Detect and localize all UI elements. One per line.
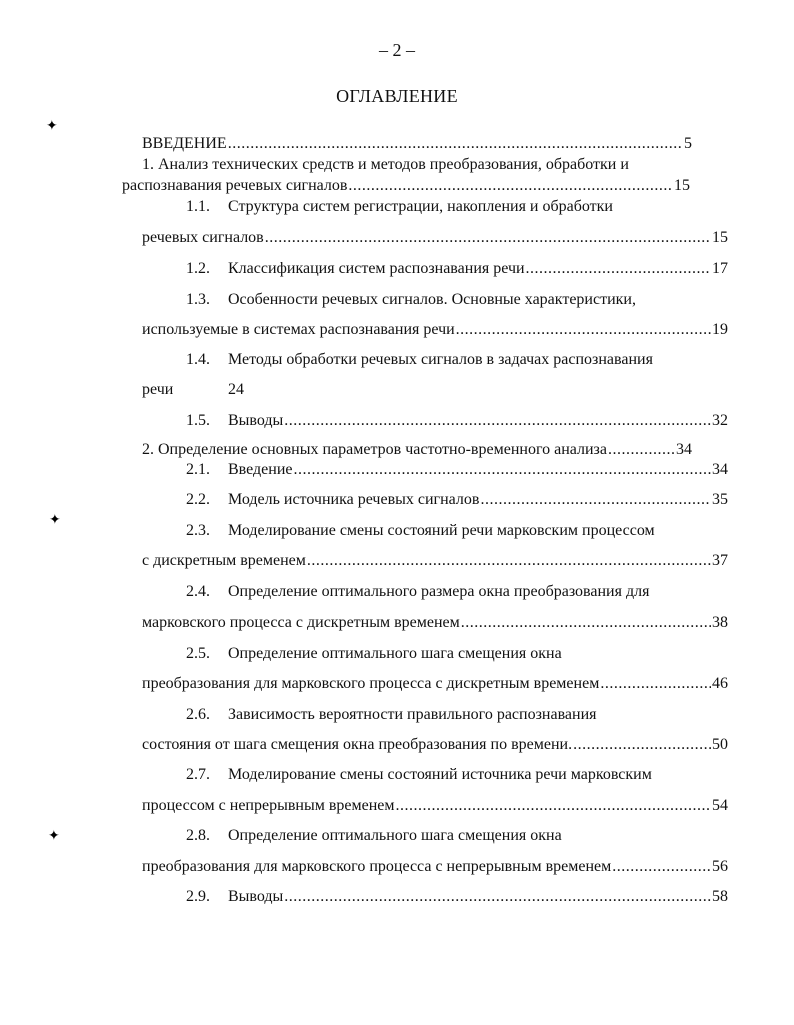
scan-speck-mark: ✦ [48, 829, 60, 844]
toc-entry-intro[interactable] [142, 134, 692, 154]
toc-entry-title: Моделирование смены состояний речи марковским процессом [228, 522, 655, 539]
toc-entry-page: 50 [712, 736, 728, 753]
toc-entry-number: 2.2. [186, 491, 210, 508]
toc-entry-number: 1.2. [186, 260, 210, 277]
leader-dots [480, 490, 711, 510]
toc-entry-number: 2.9. [186, 888, 210, 905]
page-number: – 2 – [379, 40, 415, 60]
toc-entry-title: Определение оптимального размера окна преобразования для [228, 583, 650, 600]
toc-entry-title: Классификация систем распознавания речи [228, 260, 525, 277]
toc-entry-number: 2.3. [186, 522, 210, 539]
toc-entry-2-5-line2[interactable] [142, 674, 728, 694]
toc-entry-title: Модель источника речевых сигналов [228, 491, 480, 508]
leader-dots [600, 674, 711, 694]
toc-entry-page: 38 [712, 614, 728, 631]
toc-entry-title: Особенности речевых сигналов. Основные характеристики, [228, 291, 636, 308]
leader-dots [294, 460, 712, 480]
toc-entry-page: 17 [712, 260, 728, 277]
toc-entry-page: 34 [676, 441, 692, 458]
toc-entry-number: 2.8. [186, 827, 210, 844]
leader-dots [612, 857, 711, 877]
toc-entry-2-4-line1[interactable] [186, 582, 649, 602]
toc-entry-page: 46 [712, 675, 728, 692]
toc-entry-2-5-line1[interactable] [186, 644, 562, 664]
toc-entry-number: 2.4. [186, 583, 210, 600]
toc-entry-ch1-line1[interactable] [142, 155, 710, 175]
toc-entry-page: 58 [712, 888, 728, 905]
toc-entry-number: 1.3. [186, 291, 210, 308]
toc-entry-title: Выводы [228, 888, 284, 905]
toc-entry-2-2[interactable] [186, 490, 728, 510]
leader-dots [265, 228, 711, 248]
toc-entry-title: процессом с непрерывным временем [142, 797, 395, 814]
scan-speck-mark: ✦ [49, 513, 61, 528]
toc-entry-number: 2.7. [186, 766, 210, 783]
toc-entry-number: 1.4. [186, 351, 210, 368]
toc-entry-2-8-line1[interactable] [186, 826, 562, 846]
toc-entry-2-1[interactable] [186, 460, 728, 480]
toc-entry-page: 37 [712, 552, 728, 569]
toc-entry-page: 15 [712, 229, 728, 246]
toc-entry-title: 2. Определение основных параметров частотно-временного анализа [142, 441, 607, 458]
toc-entry-title: Выводы [228, 412, 284, 429]
toc-entry-2-3-line1[interactable] [186, 521, 655, 541]
toc-entry-page: 5 [684, 135, 692, 152]
toc-entry-title: Введение [228, 461, 293, 478]
toc-entry-2-7-line1[interactable] [186, 765, 652, 785]
toc-entry-title: Моделирование смены состояний источника речи марковским [228, 766, 652, 783]
toc-entry-2-7-line2[interactable] [142, 796, 728, 816]
toc-entry-1-2[interactable] [186, 259, 728, 279]
toc-entry-title: Определение оптимального шага смещения окна [228, 827, 562, 844]
toc-entry-title: 1. Анализ технических средств и методов преобразования, обработки и [142, 156, 629, 173]
toc-entry-1-4-line1[interactable] [186, 350, 653, 370]
toc-entry-1-3-line2[interactable] [142, 320, 728, 340]
toc-entry-1-5[interactable] [186, 411, 728, 431]
toc-entry-title: Зависимость вероятности правильного распознавания [228, 706, 597, 723]
toc-entry-page: 56 [712, 858, 728, 875]
toc-entry-page: 32 [712, 412, 728, 429]
toc-entry-title: ВВЕДЕНИЕ [142, 135, 227, 152]
toc-entry-1-1-line2[interactable] [142, 228, 728, 248]
toc-entry-2-6-line1[interactable] [186, 705, 597, 725]
leader-dots [284, 887, 711, 907]
toc-entry-title: распознавания речевых сигналов [122, 177, 348, 194]
toc-entry-2-8-line2[interactable] [142, 857, 728, 877]
toc-entry-title: используемые в системах распознавания речи [142, 321, 455, 338]
toc-entry-number: 1.1. [186, 198, 210, 215]
leader-dots [573, 735, 711, 755]
toc-entry-2-4-line2[interactable] [142, 613, 728, 633]
toc-entry-ch2[interactable] [142, 440, 692, 460]
toc-entry-title: состояния от шага смещения окна преобразования по времени. [142, 736, 573, 753]
leader-dots [456, 320, 711, 340]
toc-entry-2-9[interactable] [186, 887, 728, 907]
toc-entry-title: с дискретным временем [142, 552, 306, 569]
toc-entry-1-4-line2[interactable] [142, 380, 244, 400]
toc-title: ОГЛАВЛЕНИЕ [336, 86, 458, 106]
toc-entry-ch1-line2[interactable] [122, 176, 690, 196]
leader-dots [608, 440, 675, 460]
toc-entry-1-1-line1[interactable] [186, 197, 613, 217]
toc-entry-page: 35 [712, 491, 728, 508]
toc-entry-number: 2.1. [186, 461, 210, 478]
toc-entry-title: речи [142, 381, 174, 398]
toc-entry-page: 24 [228, 381, 244, 398]
scan-speck-mark: ✦ [46, 119, 58, 134]
toc-entry-title: Структура систем регистрации, накопления и обработки [228, 198, 613, 215]
toc-entry-number: 2.6. [186, 706, 210, 723]
toc-entry-title: Методы обработки речевых сигналов в задачах распознавания [228, 351, 653, 368]
toc-entry-number: 2.5. [186, 645, 210, 662]
toc-entry-page: 15 [674, 177, 690, 194]
toc-entry-title: преобразования для марковского процесса с непрерывным временем [142, 858, 612, 875]
leader-dots [284, 411, 711, 431]
toc-entry-title: Определение оптимального шага смещения окна [228, 645, 562, 662]
toc-entry-2-6-line2[interactable] [142, 735, 728, 755]
toc-entry-title: речевых сигналов [142, 229, 264, 246]
toc-entry-page: 19 [712, 321, 728, 338]
toc-entry-title: преобразования для марковского процесса с дискретным временем [142, 675, 600, 692]
leader-dots [526, 259, 711, 279]
toc-entry-2-3-line2[interactable] [142, 551, 728, 571]
leader-dots [228, 134, 683, 154]
leader-dots [461, 613, 711, 633]
leader-dots [396, 796, 712, 816]
leader-dots [348, 176, 673, 196]
toc-entry-page: 54 [712, 797, 728, 814]
toc-entry-page: 34 [712, 461, 728, 478]
toc-entry-number: 1.5. [186, 412, 210, 429]
toc-entry-1-3-line1[interactable] [186, 290, 636, 310]
leader-dots [307, 551, 711, 571]
toc-entry-title: марковского процесса с дискретным временем [142, 614, 460, 631]
